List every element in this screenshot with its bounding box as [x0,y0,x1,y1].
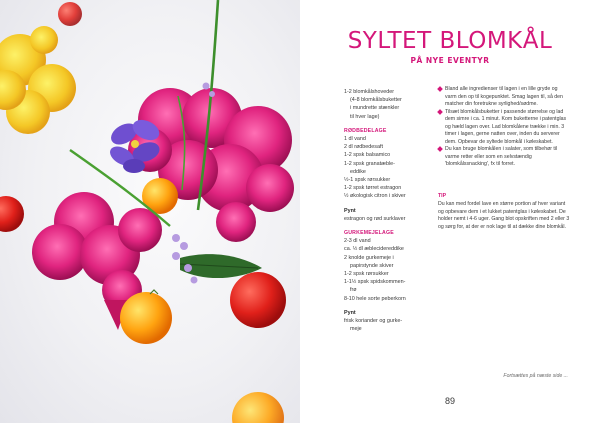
red-tomato-bottom [230,272,286,328]
method-step [438,146,568,169]
ingredient-line: i mundrette stænkler [350,105,400,112]
ingredient-line: frø [350,287,357,294]
gurkemejelage-list [344,237,432,303]
diamond-bullet-icon [437,109,443,115]
gurkemejelage-garnish: frisk koriander og gurke- [344,318,403,325]
method-step-text: Tilsæt blomkålsbuketter i passende størrelse og lad dem simre i ca. 1 minut. Kom buketterne i patentglas og hæld lagen over. Lad blomkålene trække i min. 3 timer i lagen, gerne natten over, inden du serverer dem. Opbevar de syltede blomkål i køleskabet. [445,108,567,145]
ingredient-line: 2 dl rødbedesaft [344,144,383,151]
recipe-page [300,0,600,423]
gurkemejelage-garnish: meje [350,326,362,333]
ingredient-line: eddike [350,168,366,175]
ingredients-column [344,88,432,333]
ingredient-line: 2-3 dl vand [344,238,371,245]
ingredient-line: 2 knolde gurkemeje i [344,254,394,261]
method-step [438,86,568,109]
ingredient-line: 1-2 spsk rørsukker [344,271,389,278]
ingredient-line: 1-2 spsk balsamico [344,152,391,159]
ingredient-line: papirstynde skiver [350,262,394,269]
tip-heading: TIP [438,193,447,199]
gurkemejelage-garnish-heading: Pynt [344,309,356,316]
ingredient-line: 1-2 spsk tørret estragon [344,185,402,192]
ingredient-line: 1 dl vand [344,136,366,143]
ingredient-line: ca. ½ dl æblecidereddike [344,246,404,253]
ingredient-line: 8-10 hele sorte peberkorn [344,295,406,302]
blurred-red-tomato [58,2,82,26]
roedbedelage-garnish-heading: Pynt [344,207,356,214]
red-tomato-left [0,196,24,232]
recipe-title: SYLTET BLOMKÅL [347,28,553,54]
diamond-bullet-icon [437,146,443,152]
ingredient-line: 1-2 blomkålshoveder [344,89,395,95]
ingredient-line: ½ økologisk citron i skiver [344,193,406,200]
method-step-text: Du kan bruge blomkålen i salater, som tilbehør til varme retter eller som en selvstændig 'blomkålssnacking', fx til forret. [445,146,558,167]
page-number: 89 [444,396,455,406]
gurkemejelage-heading: GURKEMEJELAGE [344,230,394,237]
ingredient-line: ½-1 spsk rørsukker [344,177,391,184]
tip-text: Du kan med fordel lave en større portion af hver variant og opbevare dem i et lukket patentglas i køleskabet. De holder nemt i 4-6 uger. Gang blot opskriften med 2 eller 3 og sørg for, at der er nok lage til at dække dine blomkål. [438,201,570,230]
ingredient-line: til hver lage) [350,113,380,120]
method-step-text: Bland alle ingredienser til lagen i en lille gryde og varm den op til kogepunktet. Smag lagen til, så den matcher din foretrukne syrlighed/sødme. [445,86,563,107]
yellow-tomato-blurred [232,392,284,423]
continued-note: Fortsættes på næste side ... [503,373,568,379]
ingredient-line: 1-1½ spsk spidskommen- [344,279,406,286]
recipe-subtitle: PÅ NYE EVENTYR [410,56,490,65]
method-steps [438,86,568,169]
method-step [438,109,568,147]
diamond-bullet-icon [437,86,443,92]
ingredient-line: (4-8 blomkålsbuketter [350,97,402,104]
orange-tomato-bottom [120,292,172,344]
base-ingredients [344,88,432,121]
roedbedelage-garnish: estragon og rød surklaver [344,215,406,222]
roedbedelage-list [344,135,432,201]
ingredient-line: 1-2 spsk granatæble- [344,160,395,167]
yellow-cauliflower [0,26,76,134]
roedbedelage-heading: RØDBEDELAGE [344,127,387,134]
